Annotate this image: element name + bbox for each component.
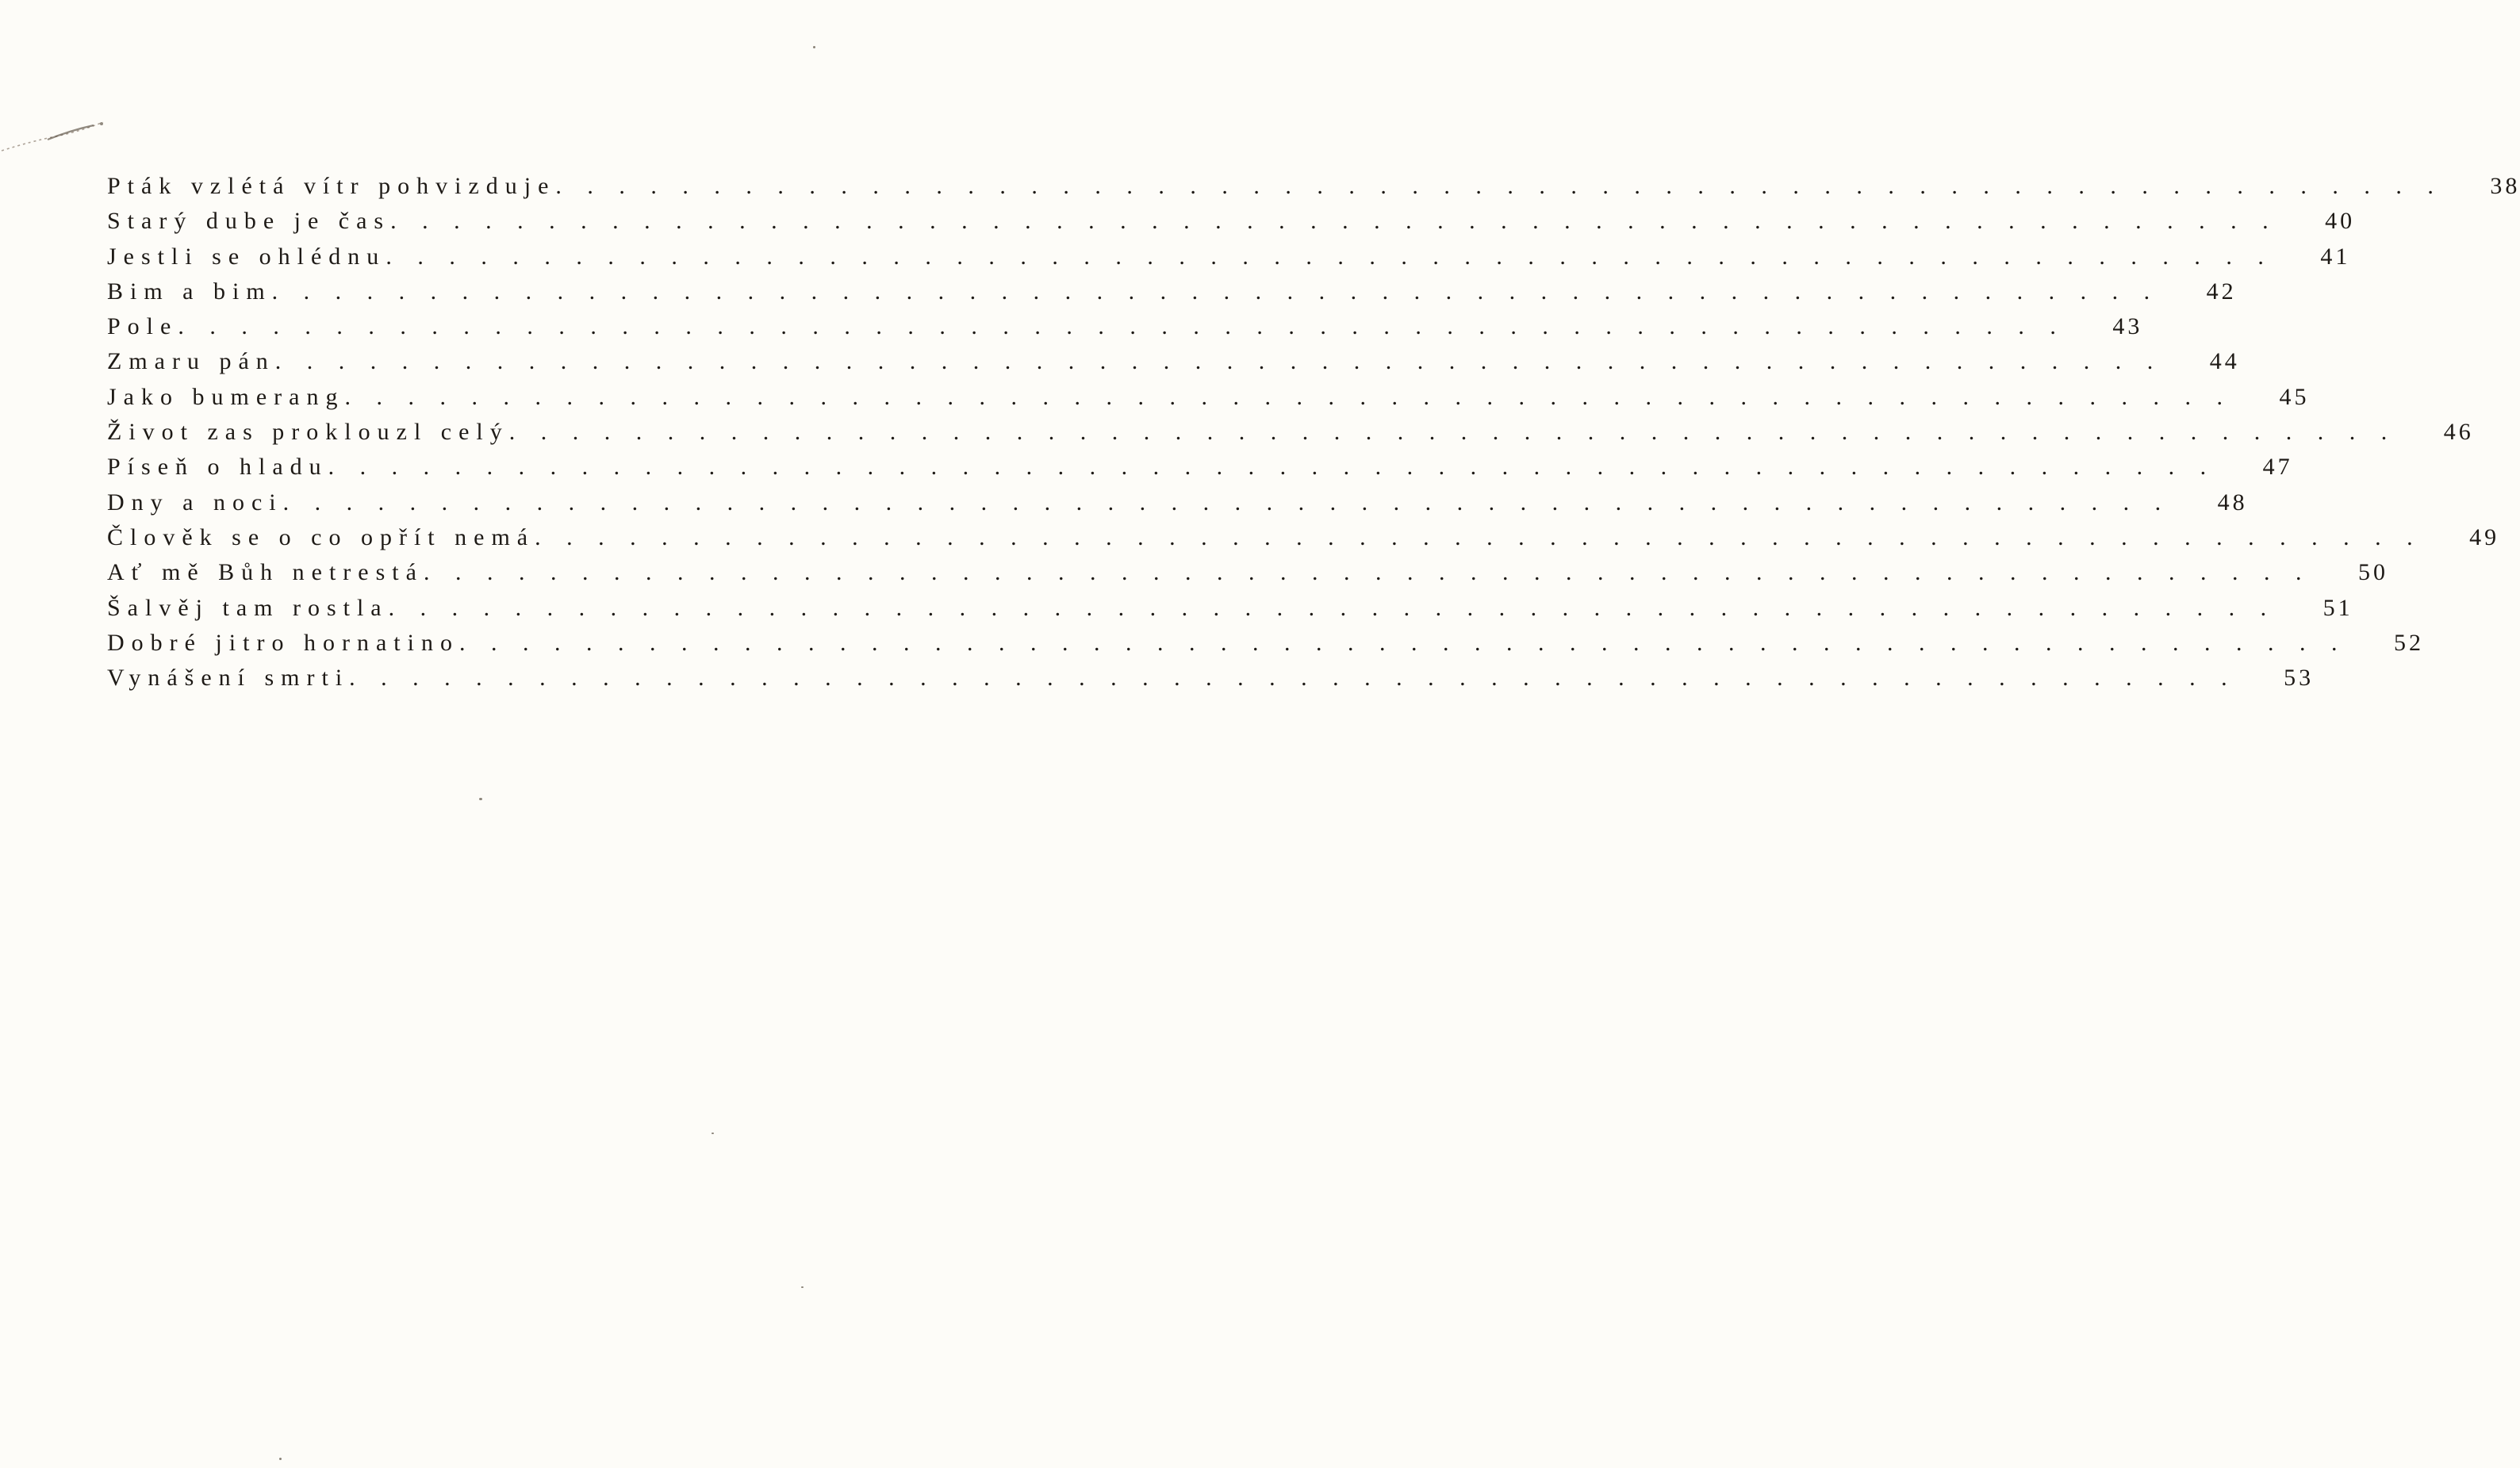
toc-entry-page-number: 38	[2490, 173, 2520, 199]
toc-dot-leader: . . . . . . . . . . . . . . . . . . . . . . . . . . . . . . . . . . . . . . . . . . . . . . . . . . . . . . . . . . . .	[328, 454, 2216, 481]
paper-speck	[479, 798, 482, 800]
toc-entry	[107, 415, 2474, 450]
toc-entry-title: Život zas proklouzl celý	[107, 419, 509, 446]
toc-dot-leader: . . . . . . . . . . . . . . . . . . . . . . . . . . . . . . . . . . . . . . . . . . . . . . . . . . . . . . . . . . . .	[388, 594, 2276, 621]
toc-dot-leader: . . . . . . . . . . . . . . . . . . . . . . . . . . . . . . . . . . . . . . . . . . . . . . . . . . . . . . . . . . . .	[344, 383, 2233, 410]
toc-entry-title: Zmaru pán	[107, 348, 275, 375]
toc-dot-leader: . . . . . . . . . . . . . . . . . . . . . . . . . . . . . . . . . . . . . . . . . . . . . . . . . . . . . . . . . . . .	[282, 489, 2171, 516]
toc-entry-title: Člověk se o co opřít nemá	[107, 523, 535, 550]
toc-dot-leader: . . . . . . . . . . . . . . . . . . . . . . . . . . . . . . . . . . . . . . . . . . . . . . . . . . . . . . . . . . . .	[508, 419, 2397, 446]
toc-entry-title: Dny a noci	[107, 489, 283, 516]
toc-entry-page-number: 50	[2357, 559, 2388, 586]
toc-entry-page-number: 46	[2443, 419, 2474, 446]
toc-entry-page-number: 49	[2469, 523, 2500, 550]
toc-entry-page-number: 43	[2112, 313, 2143, 340]
toc-dot-leader: . . . . . . . . . . . . . . . . . . . . . . . . . . . . . . . . . . . . . . . . . . . . . . . . . . . . . . . . . . . .	[385, 243, 2274, 270]
toc-entry-title: Pole	[107, 313, 178, 340]
toc-entry	[107, 520, 2500, 555]
toc-entry	[107, 274, 2237, 309]
toc-entry-title: Starý dube je čas	[107, 208, 391, 235]
toc-entry-page-number: 47	[2262, 454, 2293, 481]
toc-dot-leader: . . . . . . . . . . . . . . . . . . . . . . . . . . . . . . . . . . . . . . . . . . . . . . . . . . . . . . . . . . . .	[349, 665, 2238, 692]
toc-dot-leader: . . . . . . . . . . . . . . . . . . . . . . . . . . . . . . . . . . . . . . . . . . . . . . . . . . . . . . . . . . . .	[458, 629, 2347, 656]
toc-dot-leader: . . . . . . . . . . . . . . . . . . . . . . . . . . . . . . . . . . . . . . . . . . . . . . . . . . . . . . . . . . . .	[390, 208, 2279, 235]
toc-entry	[107, 555, 2388, 590]
paper-speck	[813, 46, 815, 48]
toc-entry-title: Pták vzlétá vítr pohvizduje	[107, 173, 556, 199]
toc-dot-leader: . . . . . . . . . . . . . . . . . . . . . . . . . . . . . . . . . . . . . . . . . . . . . . . . . . . . . . . . . . . .	[555, 173, 2444, 199]
toc-entry	[107, 204, 2356, 239]
toc-entry-page-number: 40	[2325, 208, 2356, 235]
toc-dot-leader: . . . . . . . . . . . . . . . . . . . . . . . . . . . . . . . . . . . . . . . . . . . . . . . . . . . . . . . . . . . .	[178, 313, 2066, 340]
toc-entry	[107, 169, 2520, 204]
toc-entry	[107, 661, 2315, 696]
toc-dot-leader: . . . . . . . . . . . . . . . . . . . . . . . . . . . . . . . . . . . . . . . . . . . . . . . . . . . . . . . . . . . .	[535, 523, 2423, 550]
toc-entry	[107, 240, 2351, 274]
toc-entry	[107, 344, 2240, 379]
toc-entry-page-number: 48	[2217, 489, 2248, 516]
paper-speck	[801, 1286, 804, 1288]
toc-entry-title: Jestli se ohlédnu	[107, 243, 386, 270]
toc-entry-title: Vynášení smrti	[107, 665, 350, 692]
toc-entry-page-number: 42	[2206, 278, 2237, 305]
toc-entry-page-number: 45	[2279, 383, 2310, 410]
toc-entry	[107, 450, 2293, 485]
toc-dot-leader: . . . . . . . . . . . . . . . . . . . . . . . . . . . . . . . . . . . . . . . . . . . . . . . . . . . . . . . . . . . .	[423, 559, 2311, 586]
paper-speck	[712, 1133, 714, 1134]
toc-entry-title: Šalvěj tam rostla	[107, 594, 389, 621]
toc-entry-page-number: 41	[2320, 243, 2351, 270]
toc-entry	[107, 485, 2248, 520]
paper-speck	[279, 1458, 282, 1460]
toc-entry-title: Jako bumerang	[107, 383, 345, 410]
toc-dot-leader: . . . . . . . . . . . . . . . . . . . . . . . . . . . . . . . . . . . . . . . . . . . . . . . . . . . . . . . . . . . .	[271, 278, 2160, 305]
toc-entry-title: Dobré jitro hornatino	[107, 629, 459, 656]
toc-entry	[107, 591, 2353, 626]
toc-entry-page-number: 51	[2322, 594, 2353, 621]
toc-entry-title: Ať mě Bůh netrestá	[107, 559, 424, 586]
toc-entry	[107, 626, 2424, 661]
toc-entry-page-number: 52	[2393, 629, 2424, 656]
toc-entry-page-number: 53	[2284, 665, 2315, 692]
toc-dot-leader: . . . . . . . . . . . . . . . . . . . . . . . . . . . . . . . . . . . . . . . . . . . . . . . . . . . . . . . . . . . .	[274, 348, 2163, 375]
toc-entry	[107, 309, 2143, 344]
ink-smudge-mark	[0, 111, 111, 159]
table-of-contents	[107, 169, 2520, 696]
toc-entry-title: Bim a bim	[107, 278, 272, 305]
toc-entry-title: Píseň o hladu	[107, 454, 328, 481]
toc-entry	[107, 380, 2310, 415]
toc-entry-page-number: 44	[2209, 348, 2240, 375]
